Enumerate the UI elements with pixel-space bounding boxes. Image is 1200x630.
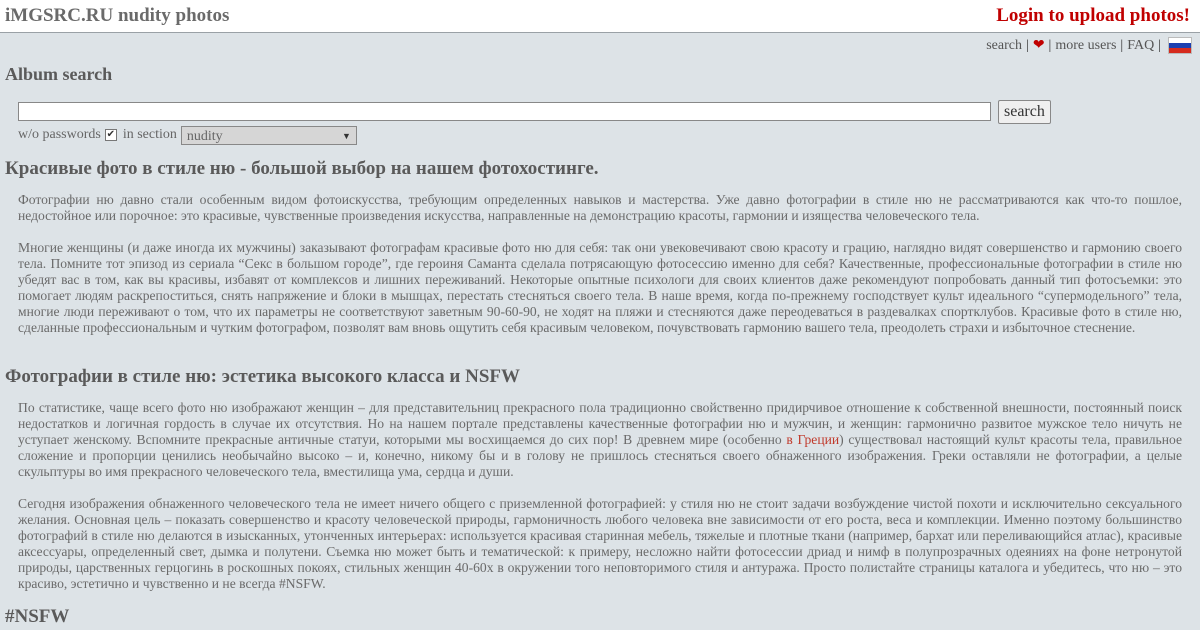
login-link[interactable]: Login to upload photos! <box>996 5 1190 26</box>
nav-more-users-link[interactable]: more users <box>1055 37 1117 53</box>
nav-separator: | <box>1158 37 1161 53</box>
search-button[interactable]: search <box>998 100 1051 124</box>
wo-passwords-checkbox[interactable]: ✔ <box>106 129 116 140</box>
greece-link[interactable]: в Греции <box>786 432 840 447</box>
album-search-title: Album search <box>5 64 113 84</box>
top-nav <box>986 37 1192 54</box>
paragraph-text: По статистике, чаще всего фото ню изображают женщин – для представительниц прекрасного пола традиционно свойственно придирчивое отношение к собственной внешности, постоянный поиск недостатков и логичная гордость в случае их отсутствия. Но на нашем портале представлены качественные фотографии ню и мужчин, и женщин: гармонично развитое мужское тело ничуть не уступает женскому. Вспомните прекрасные античные статуи, которыми мы восхищаемся до сих пор! В древнем мире (особенно <box>18 400 1182 447</box>
section-select-value: nudity <box>186 128 223 144</box>
nav-separator: | <box>1026 37 1029 53</box>
article-heading-3: #NSFW <box>5 606 70 627</box>
paragraph-text: ) существовал настоящий культ красоты тела, правильное сложение и пропорции ценились необычайно высоко – и, конечно, никому бы и в голову не пришлось стесняться своего обнаженного изображения. Греки оставляли не фотографии, а целые скульптуры во имя прекрасного человеческого тела, вместилища ума, сердца и души. <box>18 432 1182 479</box>
section-label: in section <box>122 127 177 142</box>
heart-icon[interactable]: ❤ <box>1032 38 1045 53</box>
article-paragraph-3 <box>18 400 1182 480</box>
article-paragraph-4: Сегодня изображения обнаженного человеческого тела не имеет ничего общего с приземленной фотографией: у стиля ню не стоит задачи возбуждение чистой похоти и исключительно сексуального желания. Основная цель – показать совершенство и красоту человеческой природы, гармоничность любого человека вне зависимости от его роста, веса и комплекции. Именно поэтому большинство фотографий в стиле ню делаются в изысканных, утонченных интерьерах: используется красивая старинная мебель, тяжелые и плотные ткани (например, бархат или переливающийся атлас), красивые аксессуары, определенный свет, дымка и полутени. Съемка ню может быть и тематической: к примеру, несложно найти фотосессии дриад и нимф в полупрозрачных одеяниях на фоне нетронутой природы, царственных герцогинь в роскошных покоях, стильных женщин 40-60х в окружении того неповторимого стиля и антуража. Просто полистайте страницы каталога и убедитесь, что ню – это красиво, эстетично и чувственно и не всегда #NSFW. <box>18 496 1182 591</box>
nav-separator: | <box>1120 37 1124 53</box>
article-heading-1: Красивые фото в стиле ню - большой выбор на нашем фотохостинге. <box>5 158 599 179</box>
article-paragraph-1: Фотографии ню давно стали особенным видом фотоискусства, требующим определенных навыков и мастерства. Уже давно фотографии в стиле ню не рассматриваются как что-то пошлое, недостойное или порочное: это красивые, чувственные произведения искусства, направленные на демонстрацию красоты, гармонии и изящества человеческого тела. <box>18 192 1182 223</box>
nav-search-link[interactable]: search <box>986 37 1022 53</box>
article-heading-2: Фотографии в стиле ню: эстетика высокого класса и NSFW <box>5 366 521 387</box>
search-input[interactable] <box>18 102 991 121</box>
chevron-down-icon: ▼ <box>341 130 351 141</box>
wo-passwords-label: w/o passwords <box>18 127 101 142</box>
section-select[interactable] <box>181 126 357 145</box>
article-paragraph-2: Многие женщины (и даже иногда их мужчины) заказывают фотографам красивые фото ню для себя: так они увековечивают свою красоту и грацию, наглядно видят совершенство и гармонию своего тела. Помните тот эпизод из сериала “Секс в большом городе”, где героиня Саманта сделала потрясающую фотосессию именно для себя? Качественные, профессиональные фотографии в стиле ню убедят вас в том, как вы красивы, избавят от комплексов и лишних переживаний. Некоторые опытные психологи для своих клиентов даже рекомендуют попробовать данный тип фотосъемки: это помогает людям раскрепоститься, снять напряжение и блоки в мышцах, перестать стесняться своего тела. В наше время, когда по-прежнему господствует культ идеального “супермодельного” тела, многие люди переживают о том, что их параметры не соответствуют заветным 90-60-90, не ходят на пляжи и стесняются даже переодеваться в раздевалках спортклубов. Красивые фото в стиле ню, сделанные профессиональным и чутким фотографом, позволят вам вновь ощутить себя красивым человеком, почувствовать гармонию вашего тела, преодолеть страхи и избыточное стеснение. <box>18 240 1182 335</box>
nav-separator: | <box>1048 37 1052 53</box>
russian-flag-icon[interactable] <box>1168 37 1192 54</box>
nav-faq-link[interactable]: FAQ <box>1127 37 1155 53</box>
top-bar <box>0 0 1200 33</box>
site-title[interactable]: iMGSRC.RU nudity photos <box>5 5 230 26</box>
search-filters <box>18 124 357 146</box>
